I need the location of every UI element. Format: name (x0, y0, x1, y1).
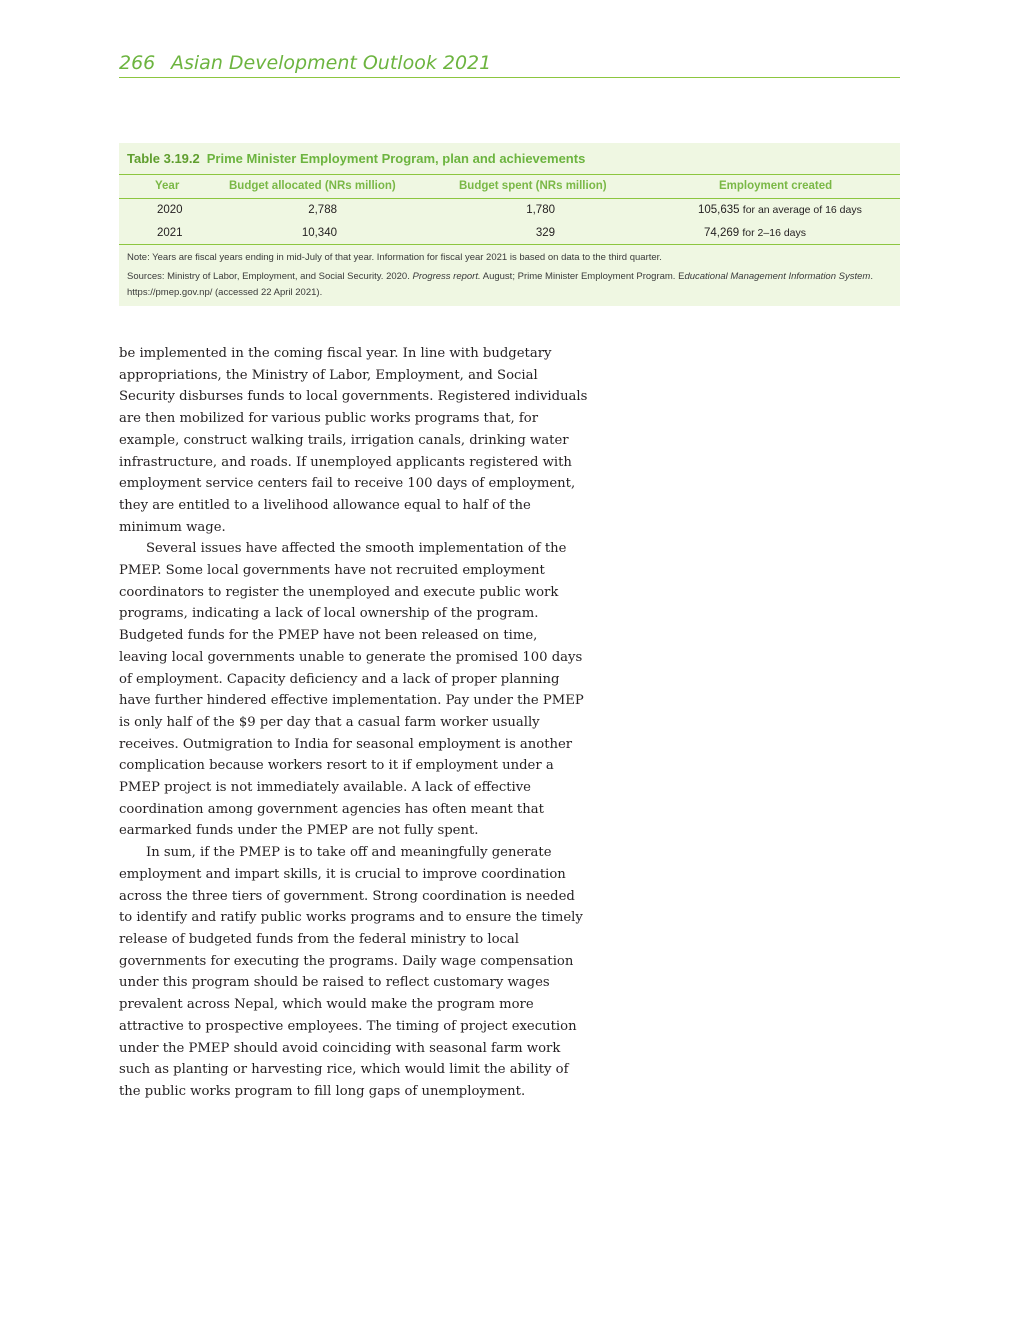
cell-spent: 1,780 (526, 204, 555, 216)
sources-italic-report: Progress report. (412, 271, 481, 282)
paragraph-1: be implemented in the coming fiscal year. In line with budgetary appropriations, the Ministry of Labor, Employment, and Social Security disburses funds to local governments. Registered individuals are then mobilized for various public works programs that, for example, construct walking trails, irrigation canals, drinking water infrastructure, and roads. If unemployed applicants registered with employment service centers fail to receive 100 days of employment, they are entitled to a livelihood allowance equal to half of the minimum wage. (119, 346, 588, 535)
table-note: Note: Years are fiscal years ending in mid-July of that year. Information for fiscal year 2021 is based on data to the third quarter. (127, 252, 662, 263)
body-text (119, 343, 589, 1103)
table-title (127, 151, 585, 166)
cell-year: 2020 (157, 204, 183, 216)
employment-value: 74,269 (704, 227, 740, 239)
table-bottom-rule (119, 244, 900, 245)
table-header-rule (119, 198, 900, 199)
sources-mid: August; Prime Minister Employment Program. E (482, 271, 685, 282)
publication-title: Asian Development Outlook 2021 (171, 52, 492, 74)
table-top-rule (119, 174, 900, 175)
table-number: Table 3.19.2 (127, 151, 200, 166)
cell-employment (698, 204, 862, 216)
column-header-year: Year (155, 180, 180, 192)
cell-allocated: 2,788 (308, 204, 337, 216)
paragraph-2: Several issues have affected the smooth implementation of the PMEP. Some local governments have not recruited employment coordinators to register the unemployed and execute public work programs, indicating a lack of local ownership of the program. Budgeted funds for the PMEP have not been released on time, leaving local governments unable to generate the promised 100 days of employment. Capacity deficiency and a lack of proper planning have further hindered effective implementation. Pay under the PMEP is only half of the $9 per day that a casual farm worker usually receives. Outmigration to India for seasonal employment is another complication because workers resort to it if employment under a PMEP project is not immediately available. A lack of effective coordination among government agencies has often meant that earmarked funds under the PMEP are not fully spent. (119, 541, 584, 839)
sources-suffix: . https://pmep.gov.np/ (accessed 22 April 2021). (127, 271, 873, 298)
table-sources (127, 269, 887, 301)
table-box (119, 143, 900, 306)
cell-allocated: 10,340 (301, 227, 337, 239)
sources-italic-system: ducational Management Information System (684, 271, 871, 282)
sources-prefix: Sources: Ministry of Labor, Employment, and Social Security. 2020. (127, 271, 410, 282)
column-header-budget-spent: Budget spent (NRs million) (459, 180, 607, 192)
employment-unit: for an average of 16 days (742, 204, 862, 216)
page-number: 266 (119, 52, 156, 74)
employment-value: 105,635 (698, 204, 740, 216)
table-caption: Prime Minister Employment Program, plan and achievements (206, 151, 586, 166)
cell-year: 2021 (157, 227, 183, 239)
employment-unit: for 2–16 days (742, 227, 807, 239)
cell-employment (704, 227, 806, 239)
running-header (119, 50, 900, 78)
cell-spent: 329 (535, 227, 555, 239)
column-header-employment: Employment created (719, 180, 833, 192)
column-header-budget-allocated: Budget allocated (NRs million) (229, 180, 396, 192)
paragraph-3: In sum, if the PMEP is to take off and meaningfully generate employment and impart skills, it is crucial to improve coordination across the three tiers of government. Strong coordination is needed to identify and ratify public works programs and to ensure the timely release of budgeted funds from the federal ministry to local governments for executing the programs. Daily wage compensation under this program should be raised to reflect customary wages prevalent across Nepal, which would make the program more attractive to prospective employees. The timing of project execution under the PMEP should avoid coinciding with seasonal farm work such as planting or harvesting rice, which would limit the ability of the public works program to fill long gaps of unemployment. (119, 845, 583, 1099)
